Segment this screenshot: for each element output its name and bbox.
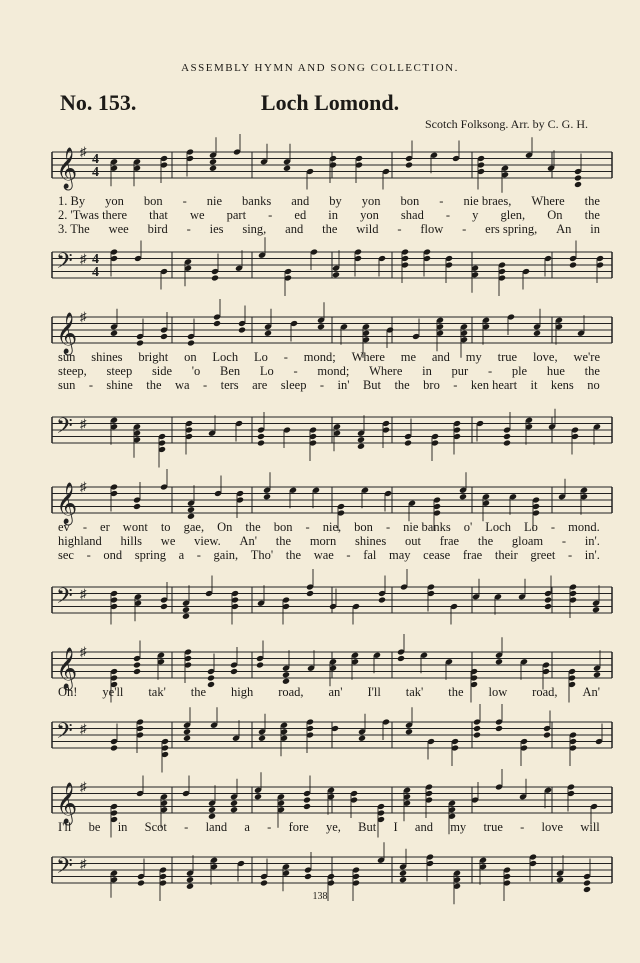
lyric-syllable: kens	[550, 378, 574, 392]
lyric-syllable: bon	[273, 520, 293, 534]
lyric-syllable: shad	[400, 208, 424, 222]
lyric-syllable: part	[226, 208, 247, 222]
lyric-syllable: the	[190, 685, 207, 699]
lyric-line	[58, 194, 600, 208]
time-signature-digit: 4	[92, 265, 99, 280]
note-head	[282, 678, 290, 685]
lyric-syllable: it	[530, 378, 538, 392]
lyric-syllable: -	[453, 378, 458, 392]
note-head	[283, 165, 291, 172]
note-head	[182, 606, 190, 613]
note-head	[544, 603, 552, 610]
lyric-syllable: true	[483, 820, 503, 834]
note-head	[473, 731, 481, 738]
note-head	[404, 439, 412, 446]
lyric-syllable: hills	[120, 534, 143, 548]
note-head	[186, 883, 194, 890]
note-head	[306, 590, 314, 597]
note-head	[397, 655, 405, 662]
sharp-icon: ♯	[80, 479, 87, 494]
lyric-syllable: wont	[122, 520, 148, 534]
note-head	[254, 793, 262, 800]
lyric-syllable: -	[283, 350, 288, 364]
note-head	[405, 728, 413, 735]
note-head	[187, 506, 195, 513]
note-head	[256, 661, 264, 668]
lyric-syllable: -	[182, 194, 187, 208]
sharp-icon: ♯	[80, 309, 87, 324]
note-head	[569, 261, 577, 268]
lyric-syllable: -	[520, 820, 525, 834]
lyric-syllable: fal	[363, 548, 377, 562]
note-head	[257, 433, 265, 440]
lyric-line	[58, 364, 600, 378]
lyric-syllable: an'	[328, 685, 343, 699]
lyric-syllable: -	[268, 208, 273, 222]
lyric-syllable: may	[389, 548, 411, 562]
lyric-syllable: bon	[143, 194, 163, 208]
note-head	[583, 879, 591, 886]
lyric-syllable: glen,	[500, 208, 526, 222]
treble-staff	[52, 775, 612, 825]
lyric-syllable: 3. The	[58, 222, 90, 236]
lyric-syllable: we	[160, 534, 176, 548]
lyric-syllable: low	[488, 685, 508, 699]
lyric-syllable: frae	[462, 548, 483, 562]
lyric-syllable: -	[561, 534, 567, 548]
bass-clef-icon: 𝄢	[56, 414, 73, 443]
time-signature-digit: 4	[92, 252, 99, 267]
treble-clef-icon: 𝄞	[56, 483, 78, 523]
lyric-syllable: mond;	[303, 350, 336, 364]
lyric-syllable: -	[462, 222, 467, 236]
lyric-syllable: in	[590, 222, 600, 236]
lyric-syllable: ye'll	[102, 685, 124, 699]
note-head	[186, 876, 194, 883]
lyric-syllable: sleep	[280, 378, 307, 392]
treble-clef-icon: 𝄞	[56, 648, 78, 688]
lyric-syllable: I'll	[367, 685, 381, 699]
note-head	[208, 813, 216, 820]
note-head	[209, 165, 217, 172]
lyric-syllable: gae,	[183, 520, 205, 534]
bass-staff	[52, 710, 612, 760]
note-head	[399, 870, 407, 877]
note-head	[332, 271, 340, 278]
hymn-attribution: Scotch Folksong. Arr. by C. G. H.	[424, 117, 588, 131]
lyric-syllable: yon	[105, 194, 124, 208]
lyric-syllable: cease	[423, 548, 451, 562]
lyric-syllable: will	[580, 820, 600, 834]
note-head	[183, 735, 191, 742]
note-head	[209, 158, 217, 165]
lyric-syllable: But	[358, 820, 377, 834]
lyric-syllable: sec	[58, 548, 74, 562]
lyric-syllable: the	[394, 378, 410, 392]
lyric-syllable: in	[328, 208, 339, 222]
sharp-icon: ♯	[80, 144, 87, 159]
lyric-syllable: road,	[532, 685, 558, 699]
lyric-syllable: ters	[220, 378, 239, 392]
note-head	[405, 161, 413, 168]
lyric-syllable: in'.	[584, 534, 600, 548]
note-head	[208, 806, 216, 813]
lyric-syllable: -	[88, 378, 93, 392]
lyric-syllable: true	[497, 350, 518, 364]
sharp-icon: ♯	[80, 251, 87, 266]
lyric-line	[58, 350, 600, 364]
lyric-syllable: ev	[58, 520, 70, 534]
time-signature-digit: 4	[92, 152, 99, 167]
note-head	[207, 674, 215, 681]
sharp-icon: ♯	[80, 856, 87, 871]
lyric-line	[58, 685, 600, 699]
note-head	[303, 796, 311, 803]
page-number: 138	[312, 891, 328, 902]
lyric-syllable: ies	[209, 222, 224, 236]
lyric-syllable: the	[584, 364, 600, 378]
note-head	[503, 433, 511, 440]
lyric-syllable: sun	[58, 378, 76, 392]
note-head	[317, 323, 325, 330]
lyric-syllable: on	[184, 350, 197, 364]
note-head	[160, 333, 168, 340]
lyric-syllable: bright	[138, 350, 169, 364]
lyric-syllable: in	[117, 820, 128, 834]
lyric-syllable: fore	[288, 820, 309, 834]
lyric-syllable: highland	[58, 534, 102, 548]
note-head	[133, 668, 141, 675]
hymn-title: Loch Lomond.	[260, 90, 400, 115]
lyric-syllable: no	[587, 378, 600, 392]
lyric-syllable: On	[217, 520, 233, 534]
note-head	[282, 671, 290, 678]
lyric-syllable: to	[160, 520, 171, 534]
lyric-syllable: nie	[206, 194, 223, 208]
lyric-syllable: we're	[573, 350, 600, 364]
lyric-syllable: love	[541, 820, 564, 834]
lyric-syllable: -	[487, 364, 493, 378]
note-head	[495, 725, 503, 732]
note-head	[303, 803, 311, 810]
lyric-syllable: and	[285, 222, 304, 236]
note-head	[187, 513, 195, 520]
note-head	[182, 613, 190, 620]
lyric-syllable: we	[189, 208, 205, 222]
lyric-syllable: in'.	[584, 548, 600, 562]
lyric-syllable: frae	[439, 534, 460, 548]
lyric-syllable: wild	[356, 222, 379, 236]
lyric-syllable: yon	[360, 208, 379, 222]
lyric-syllable: the	[584, 194, 600, 208]
lyric-syllable: are	[252, 378, 268, 392]
lyric-syllable: But	[362, 378, 382, 392]
running-header: ASSEMBLY HYMN AND SONG COLLECTION.	[181, 62, 459, 74]
lyric-syllable: ye,	[325, 820, 341, 834]
lyric-syllable: a	[178, 548, 185, 562]
lyric-syllable: y	[472, 208, 479, 222]
sharp-icon: ♯	[80, 721, 87, 736]
treble-clef-icon: 𝄞	[56, 783, 78, 823]
lyric-syllable: Oh!	[58, 685, 78, 699]
lyric-syllable: by	[329, 194, 342, 208]
lyric-syllable: high	[231, 685, 254, 699]
lyric-syllable: morn	[309, 534, 337, 548]
lyric-syllable: steep,	[58, 364, 87, 378]
lyric-syllable: and	[291, 194, 310, 208]
lyric-syllable: sing,	[242, 222, 267, 236]
lyric-syllable: Where	[369, 364, 403, 378]
lyric-syllable: I	[393, 820, 398, 834]
lyric-syllable: nie,	[322, 520, 342, 534]
lyric-syllable: bon	[354, 520, 373, 534]
note-head	[358, 735, 366, 742]
lyric-syllable: Ben	[220, 364, 241, 378]
lyric-syllable: -	[346, 548, 351, 562]
lyric-syllable: er	[100, 520, 110, 534]
bass-staff	[52, 405, 612, 455]
lyric-syllable: gloam	[511, 534, 544, 548]
lyric-line	[58, 222, 600, 236]
hymn-number: No. 153.	[60, 90, 137, 115]
lyric-syllable: and	[431, 350, 450, 364]
bass-staff	[52, 240, 612, 290]
lyric-syllable: wa	[174, 378, 190, 392]
note-head	[459, 493, 467, 500]
lyric-syllable: the	[584, 208, 600, 222]
lyric-syllable: Lo	[259, 364, 274, 378]
lyric-syllable: -	[82, 520, 88, 534]
lyric-syllable: banks	[242, 194, 272, 208]
lyric-syllable: spring	[134, 548, 166, 562]
lyric-syllable: -	[186, 222, 191, 236]
lyric-syllable: Scot	[144, 820, 167, 834]
bass-clef-icon: 𝄢	[56, 584, 73, 613]
lyric-syllable: -	[267, 820, 272, 834]
lyric-syllable: in	[422, 364, 432, 378]
note-head	[187, 339, 195, 346]
lyric-syllable: ken heart	[470, 378, 518, 392]
bass-clef-icon: 𝄢	[56, 719, 73, 748]
note-head	[230, 668, 238, 675]
lyric-syllable: my	[450, 820, 467, 834]
lyric-syllable: 1. By	[58, 194, 86, 208]
lyric-syllable: -	[319, 378, 325, 392]
lyric-syllable: o'	[463, 520, 473, 534]
lyric-syllable: Where	[531, 194, 565, 208]
note-head	[543, 731, 551, 738]
lyric-syllable: view.	[194, 534, 221, 548]
lyric-syllable: land	[205, 820, 228, 834]
lyric-syllable: mond;	[317, 364, 350, 378]
lyric-syllable: greet	[530, 548, 556, 562]
lyric-line	[58, 548, 600, 562]
lyric-syllable: bro	[423, 378, 440, 392]
lyric-syllable: I'll	[58, 820, 72, 834]
lyric-syllable: -	[86, 548, 91, 562]
lyric-syllable: the	[448, 685, 464, 699]
note-head	[473, 725, 481, 732]
lyric-syllable: the	[322, 222, 338, 236]
note-head	[304, 873, 312, 880]
note-head	[264, 330, 272, 337]
treble-staff	[52, 640, 612, 690]
sharp-icon: ♯	[80, 644, 87, 659]
note-head	[257, 439, 265, 446]
lyric-syllable: -	[196, 548, 201, 562]
note-head	[230, 806, 238, 813]
note-head	[133, 503, 141, 510]
sharp-icon: ♯	[80, 586, 87, 601]
lyric-syllable: my	[465, 350, 482, 364]
note-head	[110, 330, 118, 337]
lyric-syllable: the	[275, 534, 292, 548]
lyric-syllable: -	[305, 520, 310, 534]
treble-staff	[52, 140, 612, 190]
note-head	[592, 606, 600, 613]
lyric-syllable: love,	[532, 350, 558, 364]
lyric-line	[58, 534, 600, 548]
lyric-syllable: Where	[351, 350, 385, 364]
treble-staff	[52, 475, 612, 525]
lyric-line	[58, 378, 600, 392]
lyric-syllable: yon	[361, 194, 381, 208]
lyric-syllable: hue	[546, 364, 565, 378]
note-head	[357, 443, 365, 450]
note-head	[133, 661, 141, 668]
treble-clef-icon: 𝄞	[56, 148, 78, 188]
sharp-icon: ♯	[80, 416, 87, 431]
lyric-syllable: nie banks	[403, 520, 451, 534]
lyric-syllable: wee	[108, 222, 129, 236]
note-head	[503, 439, 511, 446]
note-head	[495, 658, 503, 665]
lyric-syllable: a	[244, 820, 250, 834]
lyric-syllable: -	[385, 520, 391, 534]
lyric-syllable: shines	[91, 350, 123, 364]
lyric-syllable: An'	[239, 534, 258, 548]
lyric-syllable: sun	[58, 350, 76, 364]
lyric-syllable: -	[397, 222, 402, 236]
lyric-syllable: be	[88, 820, 101, 834]
lyric-syllable: me	[400, 350, 417, 364]
lyric-syllable: shines	[354, 534, 387, 548]
note-head	[574, 174, 582, 181]
note-head	[263, 493, 271, 500]
note-head	[258, 735, 266, 742]
note-head	[110, 744, 118, 751]
note-head	[137, 879, 145, 886]
lyric-syllable: bon	[400, 194, 420, 208]
note-head	[230, 800, 238, 807]
lyric-syllable: out	[404, 534, 421, 548]
note-head	[213, 320, 221, 327]
lyric-syllable: shine	[106, 378, 133, 392]
note-head	[238, 326, 246, 333]
note-head	[593, 671, 601, 678]
note-head	[183, 728, 191, 735]
note-head	[378, 596, 386, 603]
lyric-syllable: the	[477, 534, 494, 548]
note-head	[136, 339, 144, 346]
lyric-syllable: their	[494, 548, 518, 562]
lyric-syllable: bird	[147, 222, 168, 236]
note-head	[399, 876, 407, 883]
note-head	[556, 876, 564, 883]
treble-clef-icon: 𝄞	[56, 313, 78, 353]
note-head	[211, 274, 219, 281]
lyric-syllable: ond	[103, 548, 123, 562]
lyric-syllable: -	[439, 194, 444, 208]
lyric-syllable: -	[184, 820, 189, 834]
lyric-syllable: in'	[337, 378, 350, 392]
lyric-syllable: the	[245, 520, 261, 534]
lyric-syllable: -	[202, 378, 208, 392]
lyric-syllable: On	[547, 208, 563, 222]
lyric-syllable: 2. 'Twas there	[58, 208, 128, 222]
lyric-line	[58, 820, 600, 834]
lyric-syllable: Loch	[485, 520, 511, 534]
lyric-syllable: road,	[278, 685, 304, 699]
note-head	[357, 436, 365, 443]
bass-staff	[52, 575, 612, 625]
note-head	[544, 596, 552, 603]
lyric-syllable: An	[556, 222, 572, 236]
lyric-syllable: Lo	[253, 350, 268, 364]
lyric-syllable: side	[151, 364, 173, 378]
lyric-syllable: -	[445, 208, 451, 222]
lyric-syllable: nie braes,	[463, 194, 512, 208]
lyric-syllable: wae	[313, 548, 334, 562]
lyric-syllable: steep	[106, 364, 133, 378]
lyric-line	[58, 208, 600, 222]
lyric-syllable: -	[567, 548, 573, 562]
note-head	[533, 330, 541, 337]
bass-clef-icon: 𝄢	[56, 249, 73, 278]
lyric-syllable: An'	[582, 685, 600, 699]
lyric-syllable: and	[414, 820, 433, 834]
lyric-line	[58, 520, 600, 534]
lyric-syllable: Tho'	[250, 548, 274, 562]
lyric-syllable: pur	[451, 364, 469, 378]
lyric-syllable: -	[293, 364, 298, 378]
lyric-syllable: flow	[420, 222, 444, 236]
bass-staff	[52, 845, 612, 895]
note-head	[574, 181, 582, 188]
lyric-syllable: ed	[294, 208, 307, 222]
treble-staff	[52, 305, 612, 355]
lyric-syllable: Loch	[212, 350, 239, 364]
note-head	[160, 603, 168, 610]
note-head	[260, 879, 268, 886]
lyric-syllable: Lo	[524, 520, 538, 534]
lyric-syllable: mond.	[568, 520, 600, 534]
lyric-syllable: tak'	[148, 685, 166, 699]
lyric-syllable: ple	[511, 364, 528, 378]
lyric-syllable: the	[285, 548, 302, 562]
lyric-syllable: tak'	[405, 685, 424, 699]
lyric-syllable: that	[149, 208, 168, 222]
lyric-syllable: -	[550, 520, 556, 534]
lyric-syllable: ers spring,	[485, 222, 538, 236]
lyric-syllable: the	[146, 378, 162, 392]
time-signature-digit: 4	[92, 165, 99, 180]
sharp-icon: ♯	[80, 779, 87, 794]
lyric-syllable: gain,	[213, 548, 239, 562]
lyric-syllable: 'o	[191, 364, 201, 378]
bass-clef-icon: 𝄢	[56, 854, 73, 883]
